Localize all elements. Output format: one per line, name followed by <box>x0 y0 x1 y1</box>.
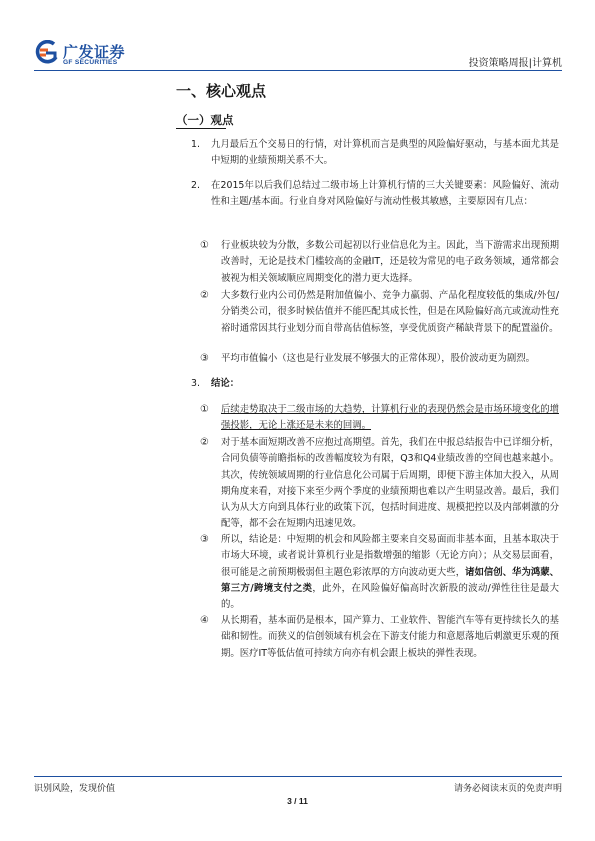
reason-text: 平均市值偏小（这也是行业发展不够强大的正常体现），股价波动更为剧烈。 <box>221 353 536 364</box>
reason-text: 行业板块较为分散，多数公司起初以行业信息化为主。因此，当下游需求出现预期改善时，无论是技术门槛较高的金融IT，还是较为常见的电子政务领域，通常都会被视为相关领域顺应周期变化的潜力更大选择。 <box>221 240 559 284</box>
subsection-title: （一）观点 <box>176 113 234 127</box>
conclusion-marker: ② <box>200 437 209 448</box>
reason-marker: ③ <box>200 353 209 364</box>
reason-text: 大多数行业内公司仍然是附加值偏小、竞争力羸弱、产品化程度较低的集成/外包/分销类公司，很多时候估值并不能匹配其成长性，但是在风险偏好高亢或流动性充裕时通常因其行业划分而自带高估值标签，享受优质资产稀缺背景下的配置溢价。 <box>221 290 559 334</box>
conclusion-text: 对于基本面短期改善不应抱过高期望。首先，我们在中报总结报告中已详细分析，合同负债等前瞻指标的改善幅度较为有限，Q3和Q4业绩改善的空间也越来越小。其次，传统领域周期的行业信息化公司属于后周期，即便下游主体加大投入，从周期角度来看，对接下来至少两个季度的业绩预期也难以产生明显改善。最后，我们认为从大方向到具体行业的政策下沉，包括时间进度、规模把控以及内部刺激的分配等，都不会在短期内迅速见效。 <box>221 437 559 530</box>
company-logo <box>34 40 134 68</box>
subsection-underline <box>176 128 226 129</box>
gf-logo-icon <box>34 40 60 66</box>
logo-chinese-text: 广发证券 <box>63 43 126 61</box>
point-text: 九月最后五个交易日的行情，对计算机而言是典型的风险偏好驱动，与基本面尤其是中短期的业绩预期关系不大。 <box>211 139 559 167</box>
conclusion-number: 3. <box>191 378 200 389</box>
page-number: 3 / 11 <box>287 796 308 806</box>
conclusion-marker: ① <box>200 404 209 415</box>
header-divider <box>34 70 562 71</box>
footer-slogan: 识别风险，发现价值 <box>34 784 116 794</box>
reason-marker: ② <box>200 290 209 301</box>
point-number: 1. <box>191 139 200 150</box>
report-type-label: 投资策略周报|计算机 <box>468 58 562 69</box>
conclusion-text: 从长期看，基本面仍是根本，国产算力、工业软件、智能汽车等有更持续长久的基础和韧性。而狭义的信创领域有机会在下游支付能力和意愿落地后刺激更乐观的预期。医疗IT等低估值可持续方向亦有机会跟上板块的弹性表现。 <box>221 615 559 659</box>
page-header <box>34 40 562 70</box>
footer-divider <box>34 776 562 777</box>
highlighted-themes: 诸如信创、华为鸿蒙、第三方/跨境支付之类 <box>221 566 559 594</box>
point-text: 在2015年以后我们总结过二级市场上计算机行情的三大关键要素：风险偏好、流动性和主题/基本面。行业自身对风险偏好与流动性极其敏感，主要原因有几点： <box>211 180 559 208</box>
footer-disclaimer: 请务必阅读末页的免责声明 <box>453 784 562 794</box>
logo-english-text: GF SECURITIES <box>63 59 118 66</box>
point-number: 2. <box>191 180 200 191</box>
conclusion-marker: ③ <box>200 534 209 545</box>
conclusion-label: 结论： <box>211 378 240 389</box>
reason-marker: ① <box>200 240 209 251</box>
conclusion-text: 所以，结论是：中短期的机会和风险都主要来自交易面而非基本面，且基本取决于市场大环境，或者说计算机行业是指数增强的缩影（无论方向）；从交易层面看，很可能是之前预期极弱但主题色彩浓厚的方向波动更大些，诸如信创、华为鸿蒙、第三方/跨境支付之类，此外，在风险偏好偏高时次新股的波动/弹性往往是最大的。 <box>221 534 559 611</box>
conclusion-text: 后续走势取决于二级市场的大趋势，计算机行业的表现仍然会是市场环境变化的增强投影，无论上涨还是未来的回调。 <box>221 404 559 432</box>
section-title: 一、核心观点 <box>176 82 267 100</box>
conclusion-marker: ④ <box>200 615 209 626</box>
